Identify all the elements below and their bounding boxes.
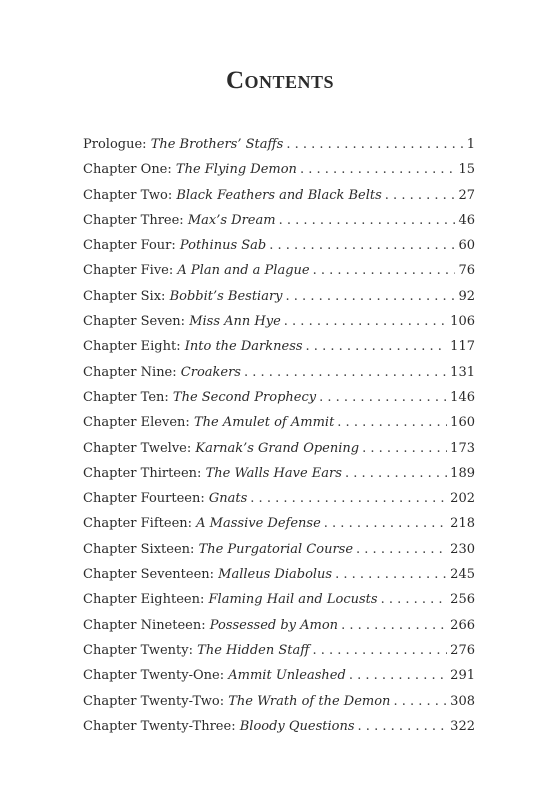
toc-entry-number: Chapter Twenty-One: bbox=[83, 668, 225, 684]
toc-leader-dots bbox=[341, 613, 447, 638]
toc-entry bbox=[83, 537, 475, 562]
toc-entry-number: Chapter Ten: bbox=[83, 389, 169, 405]
toc-entry-page: 230 bbox=[450, 541, 475, 557]
toc-entry-page: 202 bbox=[450, 491, 475, 507]
toc-entry-chapter bbox=[83, 511, 321, 536]
toc-entry-page: 308 bbox=[450, 693, 475, 709]
toc-entry-number: Chapter Fifteen: bbox=[83, 516, 193, 532]
toc-entry-chapter bbox=[83, 284, 283, 309]
table-of-contents bbox=[83, 132, 475, 739]
toc-entry-chapter bbox=[83, 334, 303, 359]
toc-entry-title: The Hidden Staff bbox=[197, 642, 310, 658]
toc-entry-number: Chapter Two: bbox=[83, 187, 173, 203]
toc-entry-page: 1 bbox=[466, 137, 475, 152]
toc-entry-page: 291 bbox=[450, 668, 475, 684]
toc-entry bbox=[83, 284, 475, 309]
toc-entry-chapter bbox=[83, 562, 332, 587]
toc-entry-chapter bbox=[83, 663, 346, 688]
toc-entry bbox=[83, 208, 475, 233]
toc-entry bbox=[83, 714, 475, 739]
toc-entry-number: Chapter Eight: bbox=[83, 339, 181, 355]
toc-entry-title: Karnak’s Grand Opening bbox=[195, 440, 360, 456]
toc-entry-number: Chapter Nineteen: bbox=[83, 617, 206, 633]
toc-entry-number: Chapter Five: bbox=[83, 263, 174, 279]
toc-entry-number: Chapter Twenty-Three: bbox=[83, 718, 236, 734]
toc-entry-title: Croakers bbox=[180, 364, 241, 380]
toc-entry-number: Chapter Seventeen: bbox=[83, 567, 215, 583]
toc-entry-title: Bloody Questions bbox=[239, 718, 355, 734]
toc-leader-dots bbox=[385, 183, 456, 208]
toc-entry bbox=[83, 663, 475, 688]
toc-entry-number: Chapter Eighteen: bbox=[83, 592, 205, 608]
toc-entry-title: A Massive Defense bbox=[196, 516, 321, 532]
toc-entry-number: Chapter Seven: bbox=[83, 314, 186, 330]
toc-entry-number: Chapter Six: bbox=[83, 288, 166, 304]
toc-leader-dots bbox=[312, 638, 447, 663]
toc-entry-page: 60 bbox=[458, 238, 475, 254]
toc-entry-chapter bbox=[83, 689, 390, 714]
toc-leader-dots bbox=[244, 360, 447, 385]
toc-entry bbox=[83, 689, 475, 714]
toc-leader-dots bbox=[286, 132, 463, 157]
toc-entry-number: Chapter Thirteen: bbox=[83, 465, 202, 481]
toc-entry-page: 266 bbox=[450, 617, 475, 633]
toc-entry-page: 160 bbox=[450, 415, 475, 431]
toc-entry bbox=[83, 436, 475, 461]
toc-entry-chapter bbox=[83, 613, 338, 638]
toc-entry-title: A Plan and a Plague bbox=[177, 263, 310, 279]
toc-leader-dots bbox=[337, 410, 447, 435]
toc-leader-dots bbox=[349, 663, 447, 688]
toc-entry-chapter bbox=[83, 537, 353, 562]
toc-entry-number: Chapter Sixteen: bbox=[83, 541, 195, 557]
toc-entry-title: The Purgatorial Course bbox=[198, 541, 354, 557]
toc-entry-chapter bbox=[83, 360, 241, 385]
toc-entry-title: Black Feathers and Black Belts bbox=[176, 187, 382, 203]
toc-leader-dots bbox=[269, 233, 455, 258]
toc-entry bbox=[83, 562, 475, 587]
toc-leader-dots bbox=[284, 309, 447, 334]
toc-entry bbox=[83, 461, 475, 486]
toc-leader-dots bbox=[345, 461, 447, 486]
toc-entry-number: Chapter Three: bbox=[83, 212, 184, 228]
toc-entry-page: 15 bbox=[458, 162, 475, 178]
toc-entry bbox=[83, 613, 475, 638]
toc-entry-number: Prologue: bbox=[83, 137, 147, 152]
toc-entry-chapter bbox=[83, 436, 359, 461]
toc-entry-title: Max’s Dream bbox=[187, 212, 276, 228]
toc-entry-number: Chapter Fourteen: bbox=[83, 491, 205, 507]
toc-entry-chapter bbox=[83, 461, 342, 486]
toc-entry-page: 117 bbox=[450, 339, 475, 355]
toc-entry-chapter bbox=[83, 638, 309, 663]
toc-entry-title: Possessed by Amon bbox=[209, 617, 339, 633]
toc-entry-chapter bbox=[83, 208, 276, 233]
toc-entry-page: 322 bbox=[450, 718, 475, 734]
toc-entry-title: The Wrath of the Demon bbox=[228, 693, 391, 709]
toc-entry-title: Flaming Hail and Locusts bbox=[208, 592, 378, 608]
toc-leader-dots bbox=[381, 587, 448, 612]
toc-entry-title: The Flying Demon bbox=[175, 162, 297, 178]
toc-leader-dots bbox=[362, 436, 447, 461]
toc-entry-chapter bbox=[83, 587, 378, 612]
toc-leader-dots bbox=[393, 689, 447, 714]
toc-entry-title: The Amulet of Ammit bbox=[193, 415, 335, 431]
toc-entry-chapter bbox=[83, 258, 310, 283]
toc-entry-chapter bbox=[83, 410, 334, 435]
toc-entry-page: 218 bbox=[450, 516, 475, 532]
toc-entry-title: Into the Darkness bbox=[184, 339, 303, 355]
toc-leader-dots bbox=[250, 486, 447, 511]
toc-entry bbox=[83, 486, 475, 511]
toc-entry-number: Chapter Four: bbox=[83, 238, 176, 254]
toc-entry bbox=[83, 638, 475, 663]
toc-entry-title: Ammit Unleashed bbox=[228, 668, 346, 684]
toc-leader-dots bbox=[358, 714, 448, 739]
toc-entry-page: 27 bbox=[458, 187, 475, 203]
toc-entry bbox=[83, 157, 475, 182]
toc-entry-page: 173 bbox=[450, 440, 475, 456]
toc-leader-dots bbox=[306, 334, 448, 359]
toc-entry-chapter bbox=[83, 183, 382, 208]
toc-leader-dots bbox=[335, 562, 447, 587]
toc-leader-dots bbox=[356, 537, 447, 562]
toc-entry-title: Miss Ann Hye bbox=[189, 314, 281, 330]
toc-entry-chapter bbox=[83, 233, 266, 258]
toc-entry-title: Malleus Diabolus bbox=[218, 567, 333, 583]
toc-leader-dots bbox=[286, 284, 456, 309]
toc-entry bbox=[83, 183, 475, 208]
toc-entry-page: 131 bbox=[450, 364, 475, 380]
toc-entry bbox=[83, 587, 475, 612]
toc-entry-chapter bbox=[83, 309, 281, 334]
toc-entry-number: Chapter One: bbox=[83, 162, 172, 178]
toc-entry-number: Chapter Nine: bbox=[83, 364, 177, 380]
toc-entry bbox=[83, 132, 475, 157]
toc-entry-number: Chapter Twelve: bbox=[83, 440, 192, 456]
toc-entry-page: 256 bbox=[450, 592, 475, 608]
toc-entry-chapter bbox=[83, 157, 297, 182]
toc-leader-dots bbox=[324, 511, 447, 536]
toc-entry-page: 76 bbox=[458, 263, 475, 279]
toc-entry-page: 106 bbox=[450, 314, 475, 330]
toc-leader-dots bbox=[300, 157, 456, 182]
toc-entry-number: Chapter Eleven: bbox=[83, 415, 190, 431]
toc-entry bbox=[83, 309, 475, 334]
toc-entry bbox=[83, 410, 475, 435]
toc-entry-title: The Second Prophecy bbox=[172, 389, 317, 405]
toc-entry bbox=[83, 334, 475, 359]
toc-entry bbox=[83, 233, 475, 258]
toc-entry bbox=[83, 258, 475, 283]
toc-leader-dots bbox=[319, 385, 447, 410]
toc-entry-title: Gnats bbox=[208, 491, 248, 507]
toc-entry-title: Pothinus Sab bbox=[179, 238, 267, 254]
toc-entry-chapter bbox=[83, 714, 355, 739]
toc-entry-page: 245 bbox=[450, 567, 475, 583]
toc-leader-dots bbox=[279, 208, 456, 233]
toc-entry-page: 276 bbox=[450, 642, 475, 658]
toc-entry-page: 189 bbox=[450, 465, 475, 481]
toc-entry-chapter bbox=[83, 486, 247, 511]
toc-leader-dots bbox=[313, 258, 456, 283]
page-title: Contents bbox=[225, 66, 335, 94]
toc-entry-number: Chapter Twenty-Two: bbox=[83, 693, 225, 709]
toc-entry bbox=[83, 511, 475, 536]
toc-entry-page: 92 bbox=[458, 288, 475, 304]
toc-entry bbox=[83, 385, 475, 410]
toc-entry-title: Bobbit’s Bestiary bbox=[169, 288, 283, 304]
toc-entry-title: The Walls Have Ears bbox=[205, 465, 342, 481]
toc-entry-chapter bbox=[83, 385, 316, 410]
toc-entry-page: 46 bbox=[458, 212, 475, 228]
toc-entry bbox=[83, 360, 475, 385]
toc-entry-chapter bbox=[83, 132, 283, 157]
toc-entry-page: 146 bbox=[450, 389, 475, 405]
toc-entry-number: Chapter Twenty: bbox=[83, 642, 194, 658]
toc-entry-title: The Brothers’ Staffs bbox=[150, 137, 284, 152]
